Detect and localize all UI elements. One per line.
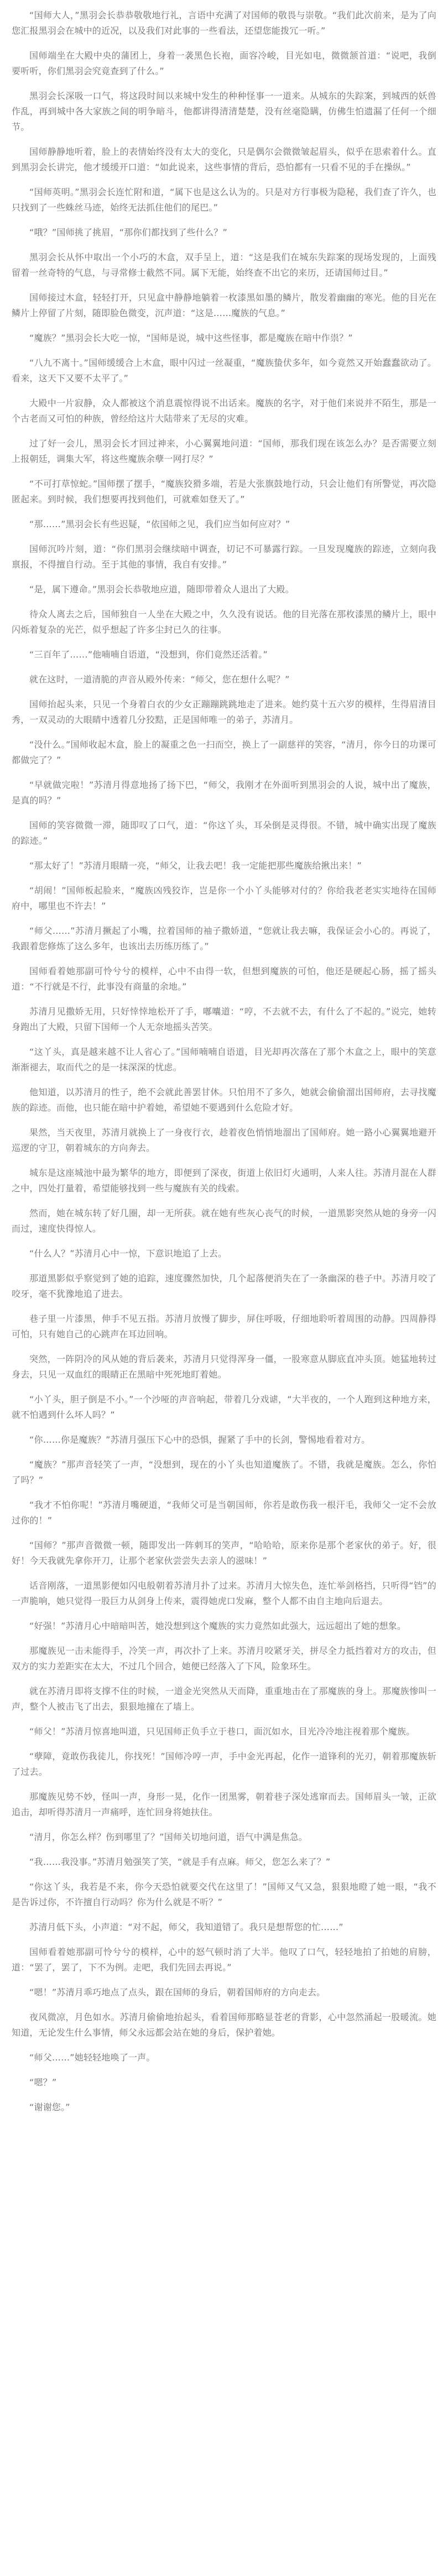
paragraph: 那魔族见势不妙，怪叫一声，身形一晃，化作一团黑雾，朝着巷子深处逃窜而去。国师眉头一皱，正欲追击，却听得苏清月一声痛呼，连忙回身将她扶住。: [12, 1791, 436, 1817]
paragraph: 待众人离去之后，国师独自一人坐在大殿之中，久久没有说话。他的目光落在那枚漆黑的鳞片上，眼中闪烁着复杂的光芒，似乎想起了许多尘封已久的往事。: [12, 609, 436, 635]
paragraph: 国师接过木盒，轻轻打开，只见盒中静静地躺着一枚漆黑如墨的鳞片，散发着幽幽的寒光。他的目光在鳞片上停留了片刻，随即脸色微变，沉声道：“这是……魔族的气息。”: [12, 292, 436, 318]
paragraph: “是，属下遵命。”黑羽会长恭敬地应道，随即带着众人退出了大殿。: [29, 584, 294, 595]
paragraph: “什么人？”苏清月心中一惊，下意识地追了上去。: [29, 1248, 227, 1259]
paragraph: 那魔族见一击未能得手，冷笑一声，再次扑了上来。苏清月咬紧牙关，拼尽全力抵挡着对方的攻击，但双方的实力差距实在太大，不过几个回合，她便已经落入了下风，险象环生。: [12, 1646, 436, 1671]
paragraph: “嗯？”: [29, 2077, 57, 2088]
paragraph: 那道黑影似乎察觉到了她的追踪，速度骤然加快，几个起落便消失在了一条幽深的巷子中。苏清月咬了咬牙，毫不犹豫地追了进去。: [12, 1273, 436, 1299]
paragraph: “哦？”国师挑了挑眉，“那你们都找到了些什么？”: [29, 227, 227, 238]
paragraph: “国师英明。”黑羽会长连忙附和道，“属下也是这么认为的。只是对方行事极为隐秘，我们查了许久，也只找到了一些蛛丝马迹，始终无法抓住他们的尾巴。”: [12, 187, 436, 213]
paragraph: 黑羽会长从怀中取出一个小巧的木盒，双手呈上，道：“这是我们在城东失踪案的现场发现的，上面残留着一丝奇特的气息，与寻常修士截然不同。属下无能，始终查不出它的来历，还请国师过目。”: [12, 252, 436, 278]
paragraph: “那……”黑羽会长有些迟疑，“依国师之见，我们应当如何应对？”: [29, 519, 290, 529]
paragraph: 苏清月见撒娇无用，只好悻悻地松开了手，嘟囔道：“哼，不去就不去，有什么了不起的。”说完，她转身跑出了大殿，只留下国师一个人无奈地摇头苦笑。: [12, 1006, 436, 1032]
article-body: [12, 8, 436, 2115]
paragraph: 巷子里一片漆黑，伸手不见五指。苏清月放慢了脚步，屏住呼吸，仔细地聆听着周围的动静。四周静得可怕，只有她自己的心跳声在耳边回响。: [12, 1313, 436, 1339]
paragraph: “那太好了！”苏清月眼睛一亮，“师父，让我去吧！我一定能把那些魔族给揪出来！”: [29, 860, 362, 871]
paragraph: “国师大人，”黑羽会长恭恭敬敬地行礼，言语中充满了对国师的敬畏与崇敬。“我们此次前来，是为了向您汇报黑羽会在城中的近况，以及我们对此事的一些看法，还望您能拨冗一听。”: [12, 10, 436, 36]
paragraph: 大殿中一片寂静，众人都被这个消息震惊得说不出话来。魔族的名字，对于他们来说并不陌生，那是一个古老而又可怕的种族，曾经给这片大陆带来了无尽的灾难。: [12, 398, 436, 424]
paragraph: “师父……”她轻轻地唤了一声。: [29, 2052, 155, 2063]
paragraph: 果然，当天夜里，苏清月就换上了一身夜行衣，趁着夜色悄悄地溜出了国师府。她一路小心翼翼地避开巡逻的守卫，朝着城东的方向奔去。: [12, 1127, 436, 1153]
paragraph: 国师抬起头来，只见一个身着白衣的少女正蹦蹦跳跳地走了进来。她约莫十五六岁的模样，生得眉清目秀，一双灵动的大眼睛中透着几分狡黠，正是国师唯一的弟子，苏清月。: [12, 699, 436, 725]
paragraph: “我……我没事。”苏清月勉强笑了笑，“就是手有点麻。师父，您怎么来了？”: [29, 1857, 331, 1867]
paragraph: “魔族？”黑羽会长大吃一惊，“国师是说，城中这些怪事，都是魔族在暗中作祟？”: [29, 333, 353, 343]
paragraph: 苏清月低下头，小声道：“对不起，师父，我知道错了。我只是想帮您的忙……”: [29, 1922, 343, 1932]
paragraph: “不可打草惊蛇。”国师摆了摆手，“魔族狡猾多端，若是大张旗鼓地行动，只会让他们有所警觉，再次隐匿起来。到时候，我们想要再找到他们，可就难如登天了。”: [12, 479, 436, 504]
paragraph: 话音刚落，一道黑影便如闪电般朝着苏清月扑了过来。苏清月大惊失色，连忙举剑格挡，只听得“铛”的一声脆响，她只觉得一股巨力从剑身上传来，震得她虎口发麻，整个人都不由自主地向后退去。: [12, 1580, 436, 1606]
paragraph: “你这丫头，我若是不来，你今天恐怕就要交代在这里了！”国师又气又急，狠狠地瞪了她一眼，“我不是告诉过你，不许擅自行动吗？你为什么就是不听？”: [12, 1881, 436, 1907]
paragraph: “早就做完啦！”苏清月得意地扬了扬下巴，“师父，我刚才在外面听到黑羽会的人说，城中出了魔族，是真的吗？”: [12, 780, 436, 806]
paragraph: 他知道，以苏清月的性子，绝不会就此善罢甘休。只怕用不了多久，她就会偷偷溜出国师府，去寻找魔族的踪迹。而他，也只能在暗中护着她，希望她不要遇到什么危险才好。: [12, 1087, 436, 1113]
paragraph: “师父……”苏清月撅起了小嘴，拉着国师的袖子撒娇道，“您就让我去嘛，我保证会小心的。再说了，我跟着您修炼了这么多年，也该出去历练历练了。”: [12, 926, 436, 951]
paragraph: 国师静静地听着，脸上的表情始终没有太大的变化，只是偶尔会微微皱起眉头，似乎在思索着什么。直到黑羽会长讲完，他才缓缓开口道：“如此说来，这些事情的背后，恐怕都有一只看不见的手在操纵。”: [12, 146, 436, 172]
paragraph: 国师看着她那副可怜兮兮的模样，心中不由得一软，但想到魔族的可怕，他还是硬起心肠，摇了摇头道：“不行就是不行，此事没有商量的余地。”: [12, 966, 436, 992]
paragraph: “没什么。”国师收起木盒，脸上的凝重之色一扫而空，换上了一副慈祥的笑容，“清月，你今日的功课可都做完了？”: [12, 739, 436, 765]
paragraph: “八九不离十。”国师缓缓合上木盒，眼中闪过一丝凝重，“魔族蛰伏多年，如今竟然又开始蠢蠢欲动了。看来，这天下又要不太平了。”: [12, 358, 436, 383]
paragraph: 城东是这座城池中最为繁华的地方，即便到了深夜，街道上依旧灯火通明，人来人往。苏清月混在人群之中，四处打量着，希望能够找到一些与魔族有关的线索。: [12, 1168, 436, 1194]
paragraph: “国师？”那声音微微一顿，随即发出一阵刺耳的笑声，“哈哈哈，原来你是那个老家伙的弟子。好，很好！今天我就先拿你开刀，让那个老家伙尝尝失去亲人的滋味！”: [12, 1540, 436, 1566]
paragraph: “你……你是魔族？”苏清月强压下心中的恐惧，握紧了手中的长剑，警惕地看着对方。: [29, 1434, 371, 1445]
paragraph: 突然，一阵阴冷的风从她的背后袭来，苏清月只觉得浑身一僵，一股寒意从脚底直冲头顶。她猛地转过身去，只见一双血红的眼睛正在黑暗中死死地盯着她。: [12, 1354, 436, 1380]
paragraph: 就在苏清月即将支撑不住的时候，一道金光突然从天而降，重重地击在了那魔族的身上。那魔族惨叫一声，整个人被击飞了出去，狠狠地撞在了墙上。: [12, 1686, 436, 1712]
paragraph: “三百年了……”他喃喃自语道，“没想到，你们竟然还活着。”: [29, 649, 268, 660]
paragraph: “好强！”苏清月心中暗暗叫苦，她没想到这个魔族的实力竟然如此强大，远远超出了她的想象。: [29, 1621, 407, 1631]
paragraph: 国师看着她那副可怜兮兮的模样，心中的怒气顿时消了大半。他叹了口气，轻轻地拍了拍她的肩膀，道：“罢了，罢了，下不为例。走吧，我们先回去再说。”: [12, 1947, 436, 1973]
paragraph: “这丫头，真是越来越不让人省心了。”国师喃喃自语道，目光却再次落在了那个木盒之上，眼中的笑意渐渐褪去，取而代之的是一抹深深的忧虑。: [12, 1047, 436, 1073]
paragraph: “魔族？”那声音轻笑了一声，“没想到，现在的小丫头也知道魔族了。不错，我就是魔族。怎么，你怕了吗？”: [12, 1459, 436, 1485]
paragraph: 国师的笑容微微一滞，随即叹了口气，道：“你这丫头，耳朵倒是灵得很。不错，城中确实出现了魔族的踪迹。”: [12, 820, 436, 846]
paragraph: “清月，你怎么样？伤到哪里了？”国师关切地问道，语气中满是焦急。: [29, 1832, 308, 1842]
paragraph: “小丫头，胆子倒是不小。”一个沙哑的声音响起，带着几分戏谑，“大半夜的，一个人跑到这种地方来，就不怕遇到什么坏人吗？”: [12, 1394, 436, 1420]
paragraph: 夜风微凉，月色如水。苏清月偷偷地抬起头，看着国师那略显苍老的背影，心中忽然涌起一股暖流。她知道，无论发生什么事情，师父永远都会站在她的身后，保护着她。: [12, 2012, 436, 2038]
paragraph: “嗯！”苏清月乖巧地点了点头，跟在国师的身后，朝着国师府的方向走去。: [29, 1987, 326, 1997]
paragraph: “孽障，竟敢伤我徒儿，你找死！”国师冷哼一声，手中金光再起，化作一道锋利的光刃，朝着那魔族斩了过去。: [12, 1751, 436, 1777]
paragraph: 过了好一会儿，黑羽会长才回过神来，小心翼翼地问道：“国师，那我们现在该怎么办？是否需要立刻上报朝廷，调集大军，将这些魔族余孽一网打尽？”: [12, 438, 436, 464]
paragraph: 国师沉吟片刻，道：“你们黑羽会继续暗中调查，切记不可暴露行踪。一旦发现魔族的踪迹，立刻向我禀报，不得擅自行动。至于其他的事情，我自有安排。”: [12, 544, 436, 570]
paragraph: 黑羽会长深吸一口气，将这段时间以来城中发生的种种怪事一一道来。从城东的失踪案，到城西的妖兽作乱，再到城中各大家族之间的明争暗斗，他都讲得清清楚楚，没有丝毫隐瞒，仿佛生怕遗漏了任何一个细节。: [12, 91, 436, 132]
paragraph: “胡闹！”国师板起脸来，“魔族凶残狡诈，岂是你一个小丫头能够对付的？你给我老老实实地待在国师府中，哪里也不许去！”: [12, 885, 436, 911]
paragraph: “我才不怕你呢！”苏清月嘴硬道，“我师父可是当朝国师，你若是敢伤我一根汗毛，我师父一定不会放过你的！”: [12, 1500, 436, 1526]
paragraph: “师父！”苏清月惊喜地叫道，只见国师正负手立于巷口，面沉如水，目光冷冷地注视着那个魔族。: [29, 1726, 415, 1737]
paragraph: 然而，她在城东转了好几圈，却一无所获。就在她有些灰心丧气的时候，一道黑影突然从她的身旁一闪而过，速度快得惊人。: [12, 1208, 436, 1234]
paragraph: “谢谢您。”: [29, 2102, 70, 2112]
paragraph: 就在这时，一道清脆的声音从殿外传来：“师父，您在想什么呢？”: [29, 674, 290, 685]
paragraph: 国师端坐在大殿中央的蒲团上，身着一袭黑色长袍，面容冷峻，目光如电，微微颔首道：“说吧，我倒要听听，你们黑羽会究竟查到了什么。”: [12, 50, 436, 76]
